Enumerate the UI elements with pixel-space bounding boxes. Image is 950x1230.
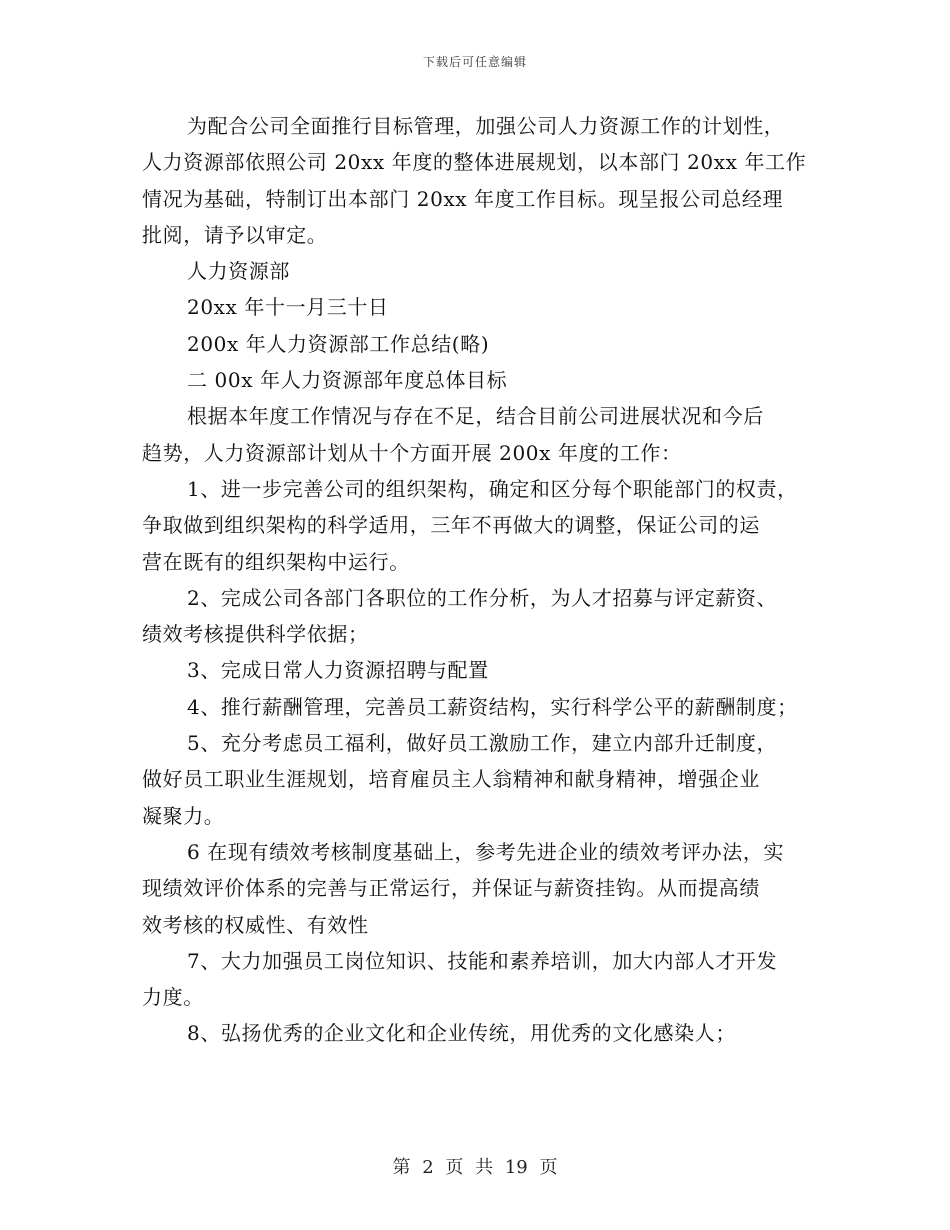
- text-line: 营在既有的组织架构中运行。: [142, 549, 410, 574]
- paragraph-goal-title: [142, 362, 822, 398]
- text-line: 绩效考核提供科学依据；: [142, 622, 369, 647]
- text-line: 2、完成公司各部门各职位的工作分析，为人才招募与评定薪资、: [187, 585, 778, 610]
- paragraph-item6: [142, 834, 822, 943]
- paragraph-dept: [142, 253, 822, 289]
- text-line: 批阅，请予以审定。: [142, 222, 328, 247]
- paragraph-date: [142, 289, 822, 325]
- paragraph-item4: [142, 689, 822, 725]
- text-line: 情况为基础，特制订出本部门 20xx 年度工作目标。现呈报公司总经理: [142, 186, 784, 211]
- paragraph-item5: [142, 725, 822, 834]
- text-line: 7、大力加强员工岗位知识、技能和素养培训，加大内部人才开发: [187, 948, 778, 973]
- text-line: 5、充分考虑员工福利，做好员工激励工作，建立内部升迁制度，: [187, 731, 778, 756]
- text-line: 争取做到组织架构的科学适用，三年不再做大的调整，保证公司的运: [142, 513, 760, 538]
- text-line: 力度。: [142, 985, 204, 1010]
- paragraph-item7: [142, 943, 822, 1016]
- text-line: 8、弘扬优秀的企业文化和企业传统，用优秀的文化感染人；: [187, 1021, 736, 1046]
- text-line: 现绩效评价体系的完善与正常运行，并保证与薪资挂钩。从而提高绩: [142, 876, 760, 901]
- paragraph-item3: [142, 652, 822, 688]
- page-header-note: 下载后可任意编辑: [422, 55, 527, 69]
- paragraph-p1: [142, 108, 822, 253]
- text-line: 根据本年度工作情况与存在不足，结合目前公司进展状况和今后: [187, 404, 764, 429]
- text-line: 效考核的权威性、有效性: [142, 912, 369, 937]
- paragraph-item2: [142, 580, 822, 653]
- text-line: 6 在现有绩效考核制度基础上，参考先进企业的绩效考评办法，实: [187, 839, 785, 864]
- paragraph-summary: [142, 326, 822, 362]
- document-body: [142, 108, 822, 1052]
- text-line: 凝聚力。: [142, 803, 225, 828]
- text-line: 二 00x 年人力资源部年度总体目标: [187, 368, 508, 393]
- page-number: 第 2 页 共 19 页: [392, 1157, 558, 1178]
- text-line: 3、完成日常人力资源招聘与配置: [187, 658, 489, 683]
- text-line: 人力资源部依照公司 20xx 年度的整体进展规划，以本部门 20xx 年工作: [142, 150, 807, 175]
- text-line: 做好员工职业生涯规划，培育雇员主人翁精神和献身精神，增强企业: [142, 767, 760, 792]
- paragraph-item1: [142, 471, 822, 580]
- paragraph-item8: [142, 1015, 822, 1051]
- text-line: 为配合公司全面推行目标管理，加强公司人力资源工作的计划性，: [187, 114, 785, 138]
- text-line: 20xx 年十一月三十日: [187, 295, 389, 320]
- text-line: 1、进一步完善公司的组织架构，确定和区分每个职能部门的权责，: [187, 476, 798, 501]
- text-line: 人力资源部: [187, 259, 290, 284]
- text-line: 4、推行薪酬管理，完善员工薪资结构，实行科学公平的薪酬制度；: [187, 694, 798, 719]
- paragraph-p2: [142, 398, 822, 471]
- text-line: 趋势，人力资源部计划从十个方面开展 200x 年度的工作：: [142, 440, 682, 465]
- text-line: 200x 年人力资源部工作总结(略): [187, 331, 490, 356]
